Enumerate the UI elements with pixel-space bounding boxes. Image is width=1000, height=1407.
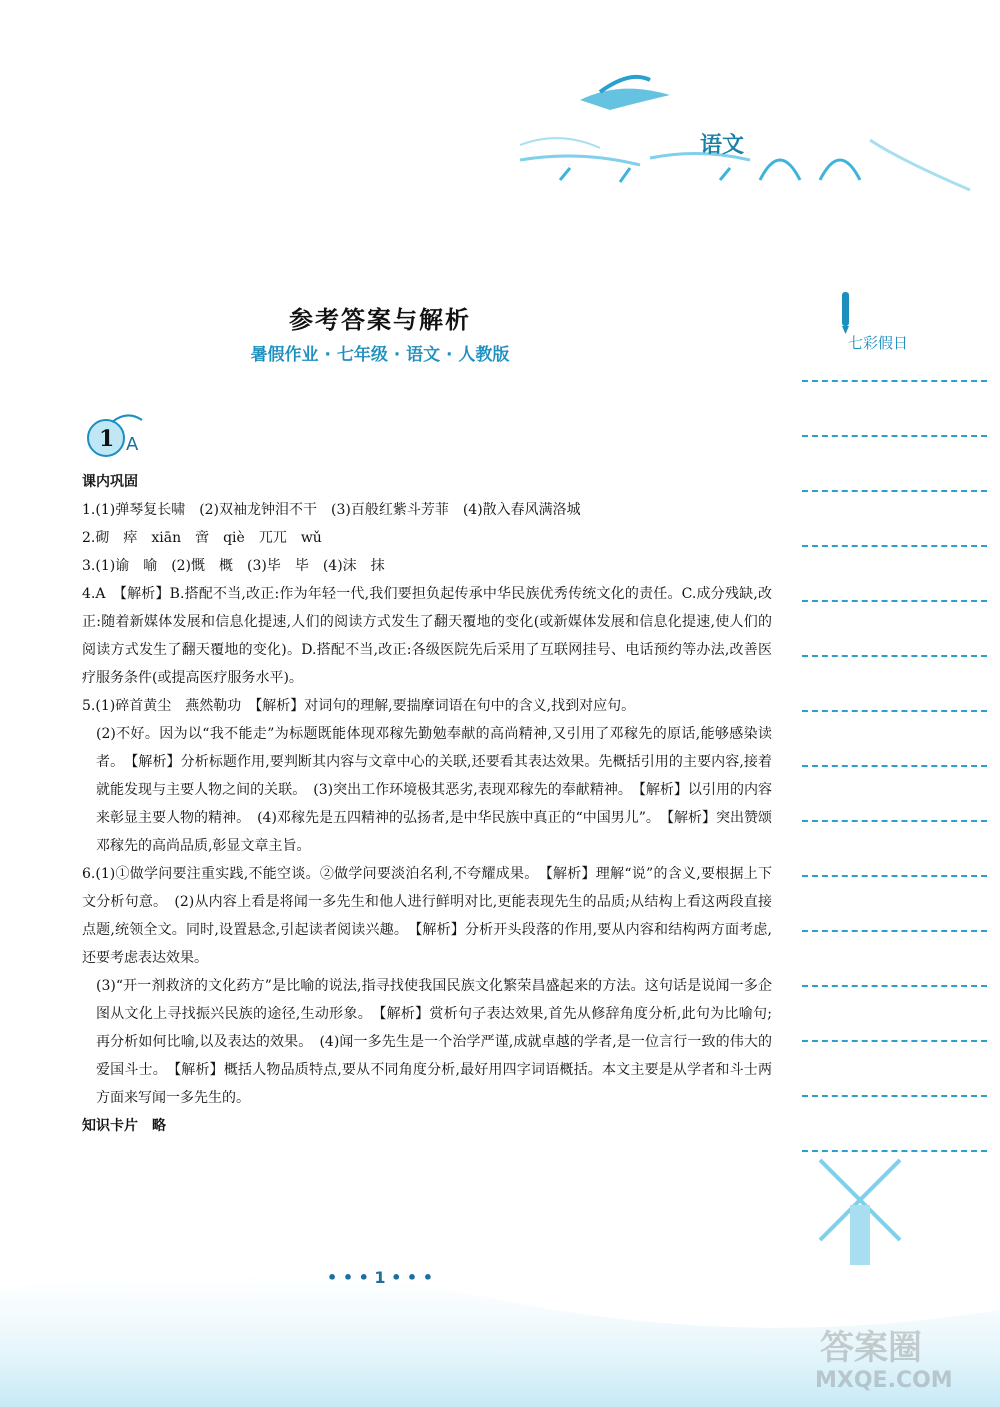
page-title: 参考答案与解析 bbox=[289, 305, 471, 334]
answer-item: 3.(1)谕 喻 (2)慨 概 (3)毕 毕 (4)沫 抹 bbox=[82, 558, 385, 574]
note-line bbox=[802, 765, 987, 767]
answer-item: 5.(1)碎首黄尘 燕然勒功 【解析】对词句的理解,要揣摩词语在句中的含义,找到对应句。 bbox=[82, 698, 636, 714]
note-line bbox=[802, 820, 987, 822]
note-line bbox=[802, 985, 987, 987]
note-line bbox=[802, 930, 987, 932]
page-number: • • • 1 • • • bbox=[327, 1268, 433, 1287]
note-line bbox=[802, 710, 987, 712]
note-line bbox=[802, 545, 987, 547]
answer-item: 1.(1)弹琴复长啸 (2)双袖龙钟泪不干 (3)百般红紫斗芳菲 (4)散入春风满洛城 bbox=[82, 502, 581, 518]
windmill-decoration bbox=[790, 1150, 930, 1270]
answer-item: (2)不好。因为以“我不能走”为标题既能体现邓稼先勤勉奉献的高尚精神,又引用了邓稼先的原话,能够感染读者。 【解析】分析标题作用,要判断其内容与文章中心的关联,还要看其表达效果。先概括引用的主要内容,接着就能发现与主要人物之间的关联。 (3)突出工作环境极其恶劣,表现邓稼先的奉献精神。 【解析】以引用的内容来彰显主要人物的精神。 (4)邓稼先是五四精神的弘扬者,是中华民族中真正的“中国男儿”。 【解析】突出赞颂邓稼先的高尚品质,彰显文章主旨。 bbox=[96, 726, 772, 854]
page-subtitle: 暑假作业 · 七年级 · 语文 · 人教版 bbox=[250, 345, 510, 365]
note-line bbox=[802, 600, 987, 602]
note-line bbox=[802, 380, 987, 382]
sidebar-brand: 七彩假日 bbox=[848, 334, 909, 352]
note-line bbox=[802, 1040, 987, 1042]
note-line bbox=[802, 435, 987, 437]
note-line bbox=[802, 875, 987, 877]
answer-content bbox=[82, 468, 772, 1140]
unit-number: 1 bbox=[99, 426, 115, 452]
answer-item: 4.A 【解析】B.搭配不当,改正:作为年轻一代,我们要担负起传承中华民族优秀传统文化的责任。C.成分残缺,改正:随着新媒体发展和信息化提速,人们的阅读方式发生了翻天覆地的变化(或新媒体发展和信息化提速,使人们的阅读方式发生了翻天覆地的变化)。D.搭配不当,改正:各级医院先后采用了互联网挂号、电话预约等办法,改善医疗服务条件(或提高医疗服务水平)。 bbox=[82, 586, 772, 686]
watermark-url: MXQE.COM bbox=[815, 1368, 953, 1393]
watermark-logo: 答案圈 bbox=[820, 1328, 922, 1368]
pen-icon bbox=[836, 290, 856, 335]
answer-item: 2.砌 瘁 xiān 啻 qiè 兀兀 wǔ bbox=[82, 530, 322, 546]
unit-letter: A bbox=[126, 434, 139, 455]
answer-item: 6.(1)①做学问要注重实践,不能空谈。②做学问要淡泊名利,不夸耀成果。 【解析】理解“说”的含义,要根据上下文分析句意。 (2)从内容上看是将闻一多先生和他人进行鲜明对比,更能表现先生的品质;从结构上看这两段直接点题,统领全文。同时,设置悬念,引起读者阅读兴趣。 【解析】分析开头段落的作用,要从内容和结构两方面考虑,还要考虑表达效果。 bbox=[82, 866, 772, 966]
unit-badge bbox=[82, 410, 162, 460]
note-lines bbox=[802, 380, 987, 1205]
answer-item: (3)“开一剂救济的文化药方”是比喻的说法,指寻找使我国民族文化繁荣昌盛起来的方法。这句话是说闻一多企图从文化上寻找振兴民族的途径,生动形象。 【解析】赏析句子表达效果,首先从修辞角度分析,此句为比喻句;再分析如何比喻,以及表达的效果。 (4)闻一多先生是一个治学严谨,成就卓越的学者,是一位言行一致的伟大的爱国斗士。 【解析】概括人物品质特点,要从不同角度分析,最好用四字词语概括。本文主要是从学者和斗士两方面来写闻一多先生的。 bbox=[96, 978, 772, 1106]
section-knowledge-card: 知识卡片 略 bbox=[82, 1118, 166, 1134]
note-line bbox=[802, 655, 987, 657]
note-line bbox=[802, 490, 987, 492]
section-course-review: 课内巩固 bbox=[82, 474, 138, 490]
note-line bbox=[802, 1095, 987, 1097]
header-subject: 语文 bbox=[700, 133, 745, 158]
